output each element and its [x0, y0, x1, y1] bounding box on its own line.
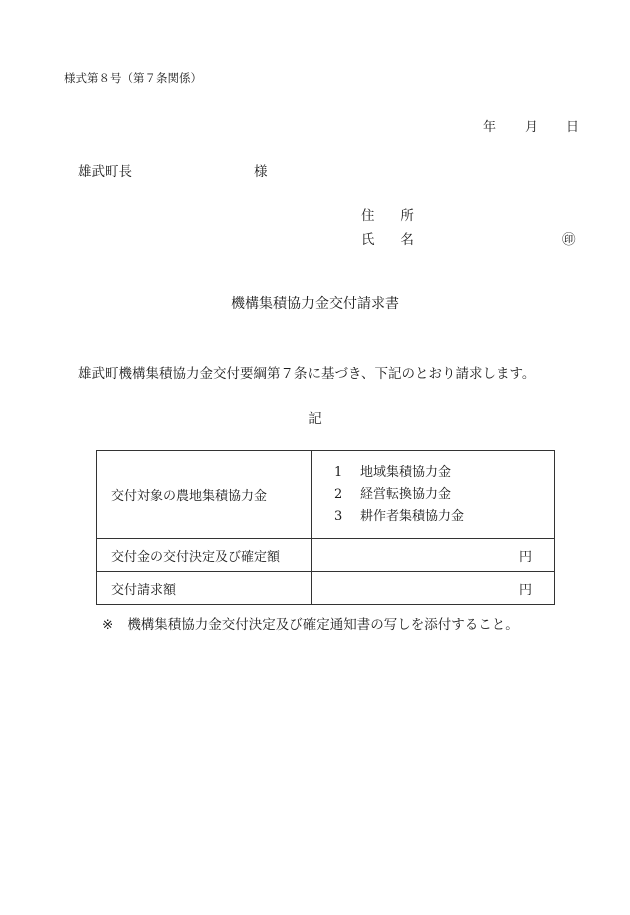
option-text: 地域集積協力金: [360, 464, 452, 480]
note-text: 機構集積協力金交付決定及び確定通知書の写しを添付すること。: [127, 617, 519, 633]
decided-amount-label: 交付金の交付決定及び確定額: [97, 539, 312, 572]
form-number: 様式第８号（第７条関係）: [64, 71, 202, 85]
document-title: 機構集積協力金交付請求書: [231, 296, 399, 312]
name-label: 氏 名: [361, 232, 425, 248]
target-options-list: [312, 462, 554, 528]
request-statement: 雄武町機構集積協力金交付要綱第７条に基づき、下記のとおり請求します。: [78, 366, 536, 382]
target-label: 交付対象の農地集積協力金: [97, 451, 312, 539]
address-label: 住 所: [361, 208, 425, 224]
yen-unit: 円: [518, 549, 532, 565]
table-row: [97, 451, 555, 539]
option-text: 耕作者集積協力金: [360, 508, 465, 524]
note-mark: ※: [102, 617, 114, 633]
decided-amount-field[interactable]: [312, 539, 555, 572]
target-options-cell: [312, 451, 555, 539]
addressee-honorific: 様: [254, 164, 268, 180]
seal-mark: ㊞: [562, 232, 576, 248]
request-amount-label: 交付請求額: [97, 572, 312, 605]
option-item: [334, 462, 554, 484]
request-amount-field[interactable]: [312, 572, 555, 605]
option-text: 経営転換協力金: [360, 486, 452, 502]
option-number: 3: [334, 508, 343, 524]
ki-heading: 記: [308, 411, 322, 427]
option-item: [334, 484, 554, 506]
yen-unit: 円: [518, 582, 532, 598]
option-number: 2: [334, 486, 343, 502]
table-row: [97, 572, 555, 605]
date-month: 月: [525, 120, 539, 135]
attachment-note: [102, 613, 519, 633]
addressee-name: 雄武町長: [78, 164, 132, 180]
option-number: 1: [334, 464, 343, 480]
table-row: [97, 539, 555, 572]
option-item: [334, 506, 554, 528]
date-year: 年: [483, 120, 497, 135]
date-day: 日: [566, 120, 580, 135]
request-table: [96, 450, 555, 605]
